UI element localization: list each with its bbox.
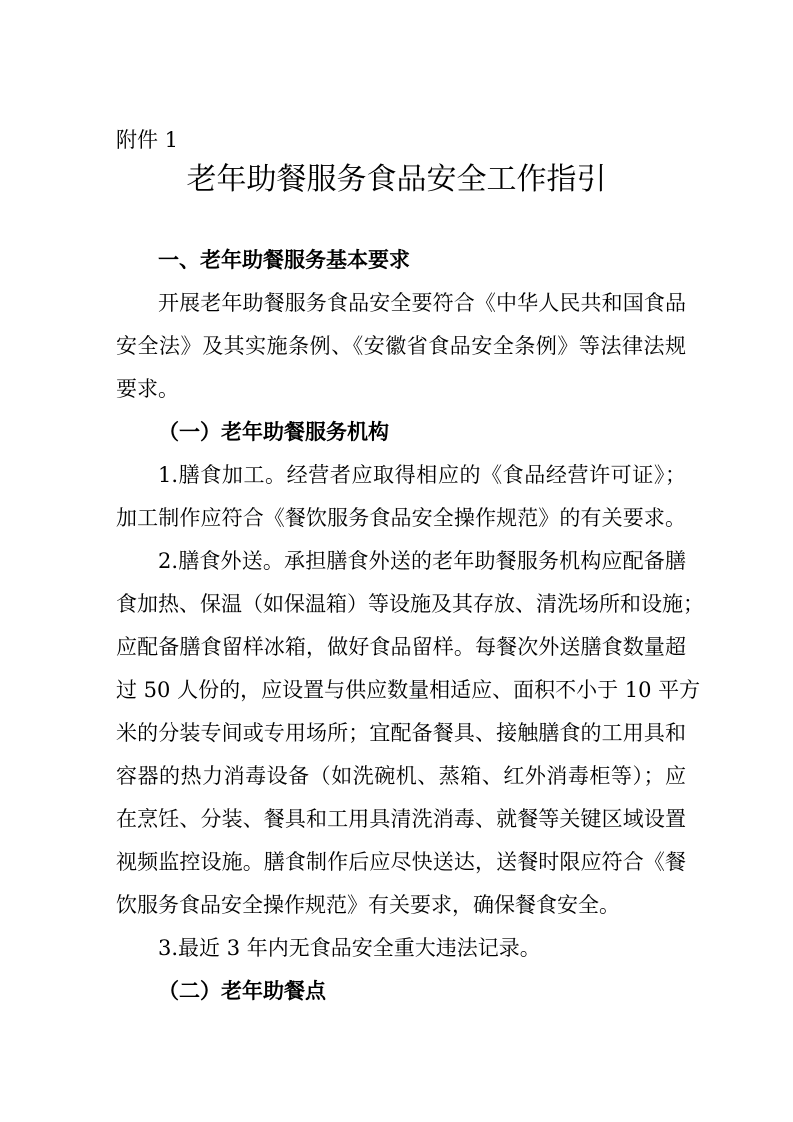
paragraph-line: 米的分装专间或专用场所；宜配备餐具、接触膳食的工用具和 (116, 721, 686, 745)
paragraph-line: 1.膳食加工。经营者应取得相应的《食品经营许可证》； (158, 463, 686, 487)
subsection-heading: （一）老年助餐服务机构 (158, 419, 389, 444)
paragraph-line: 过 50 人份的，应设置与供应数量相适应、面积不小于 10 平方 (116, 678, 701, 702)
paragraph-line: 3.最近 3 年内无食品安全重大违法记录。 (158, 936, 541, 960)
paragraph-line: 开展老年助餐服务食品安全要符合《中华人民共和国食品 (158, 291, 686, 315)
paragraph-line: 加工制作应符合《餐饮服务食品安全操作规范》的有关要求。 (116, 506, 686, 530)
document-title: 老年助餐服务食品安全工作指引 (186, 162, 607, 197)
paragraph-line: 容器的热力消毒设备（如洗碗机、蒸箱、红外消毒柜等）；应 (116, 764, 686, 788)
paragraph-line: 要求。 (116, 377, 179, 401)
attachment-label: 附件 1 (116, 128, 179, 152)
paragraph-line: 2.膳食外送。承担膳食外送的老年助餐服务机构应配备膳 (158, 549, 686, 573)
section-heading: 一、老年助餐服务基本要求 (158, 248, 410, 272)
paragraph-line: 在烹饪、分装、餐具和工用具清洗消毒、就餐等关键区域设置 (116, 807, 686, 831)
paragraph-line: 饮服务食品安全操作规范》有关要求，确保餐食安全。 (116, 893, 620, 917)
paragraph-line: 视频监控设施。膳食制作后应尽快送达，送餐时限应符合《餐 (116, 850, 686, 874)
subsection-heading: （二）老年助餐点 (158, 978, 326, 1003)
paragraph-line: 安全法》及其实施条例、《安徽省食品安全条例》等法律法规 (116, 334, 686, 358)
paragraph-line: 应配备膳食留样冰箱，做好食品留样。每餐次外送膳食数量超 (116, 635, 686, 659)
paragraph-line: 食加热、保温（如保温箱）等设施及其存放、清洗场所和设施； (116, 592, 704, 616)
